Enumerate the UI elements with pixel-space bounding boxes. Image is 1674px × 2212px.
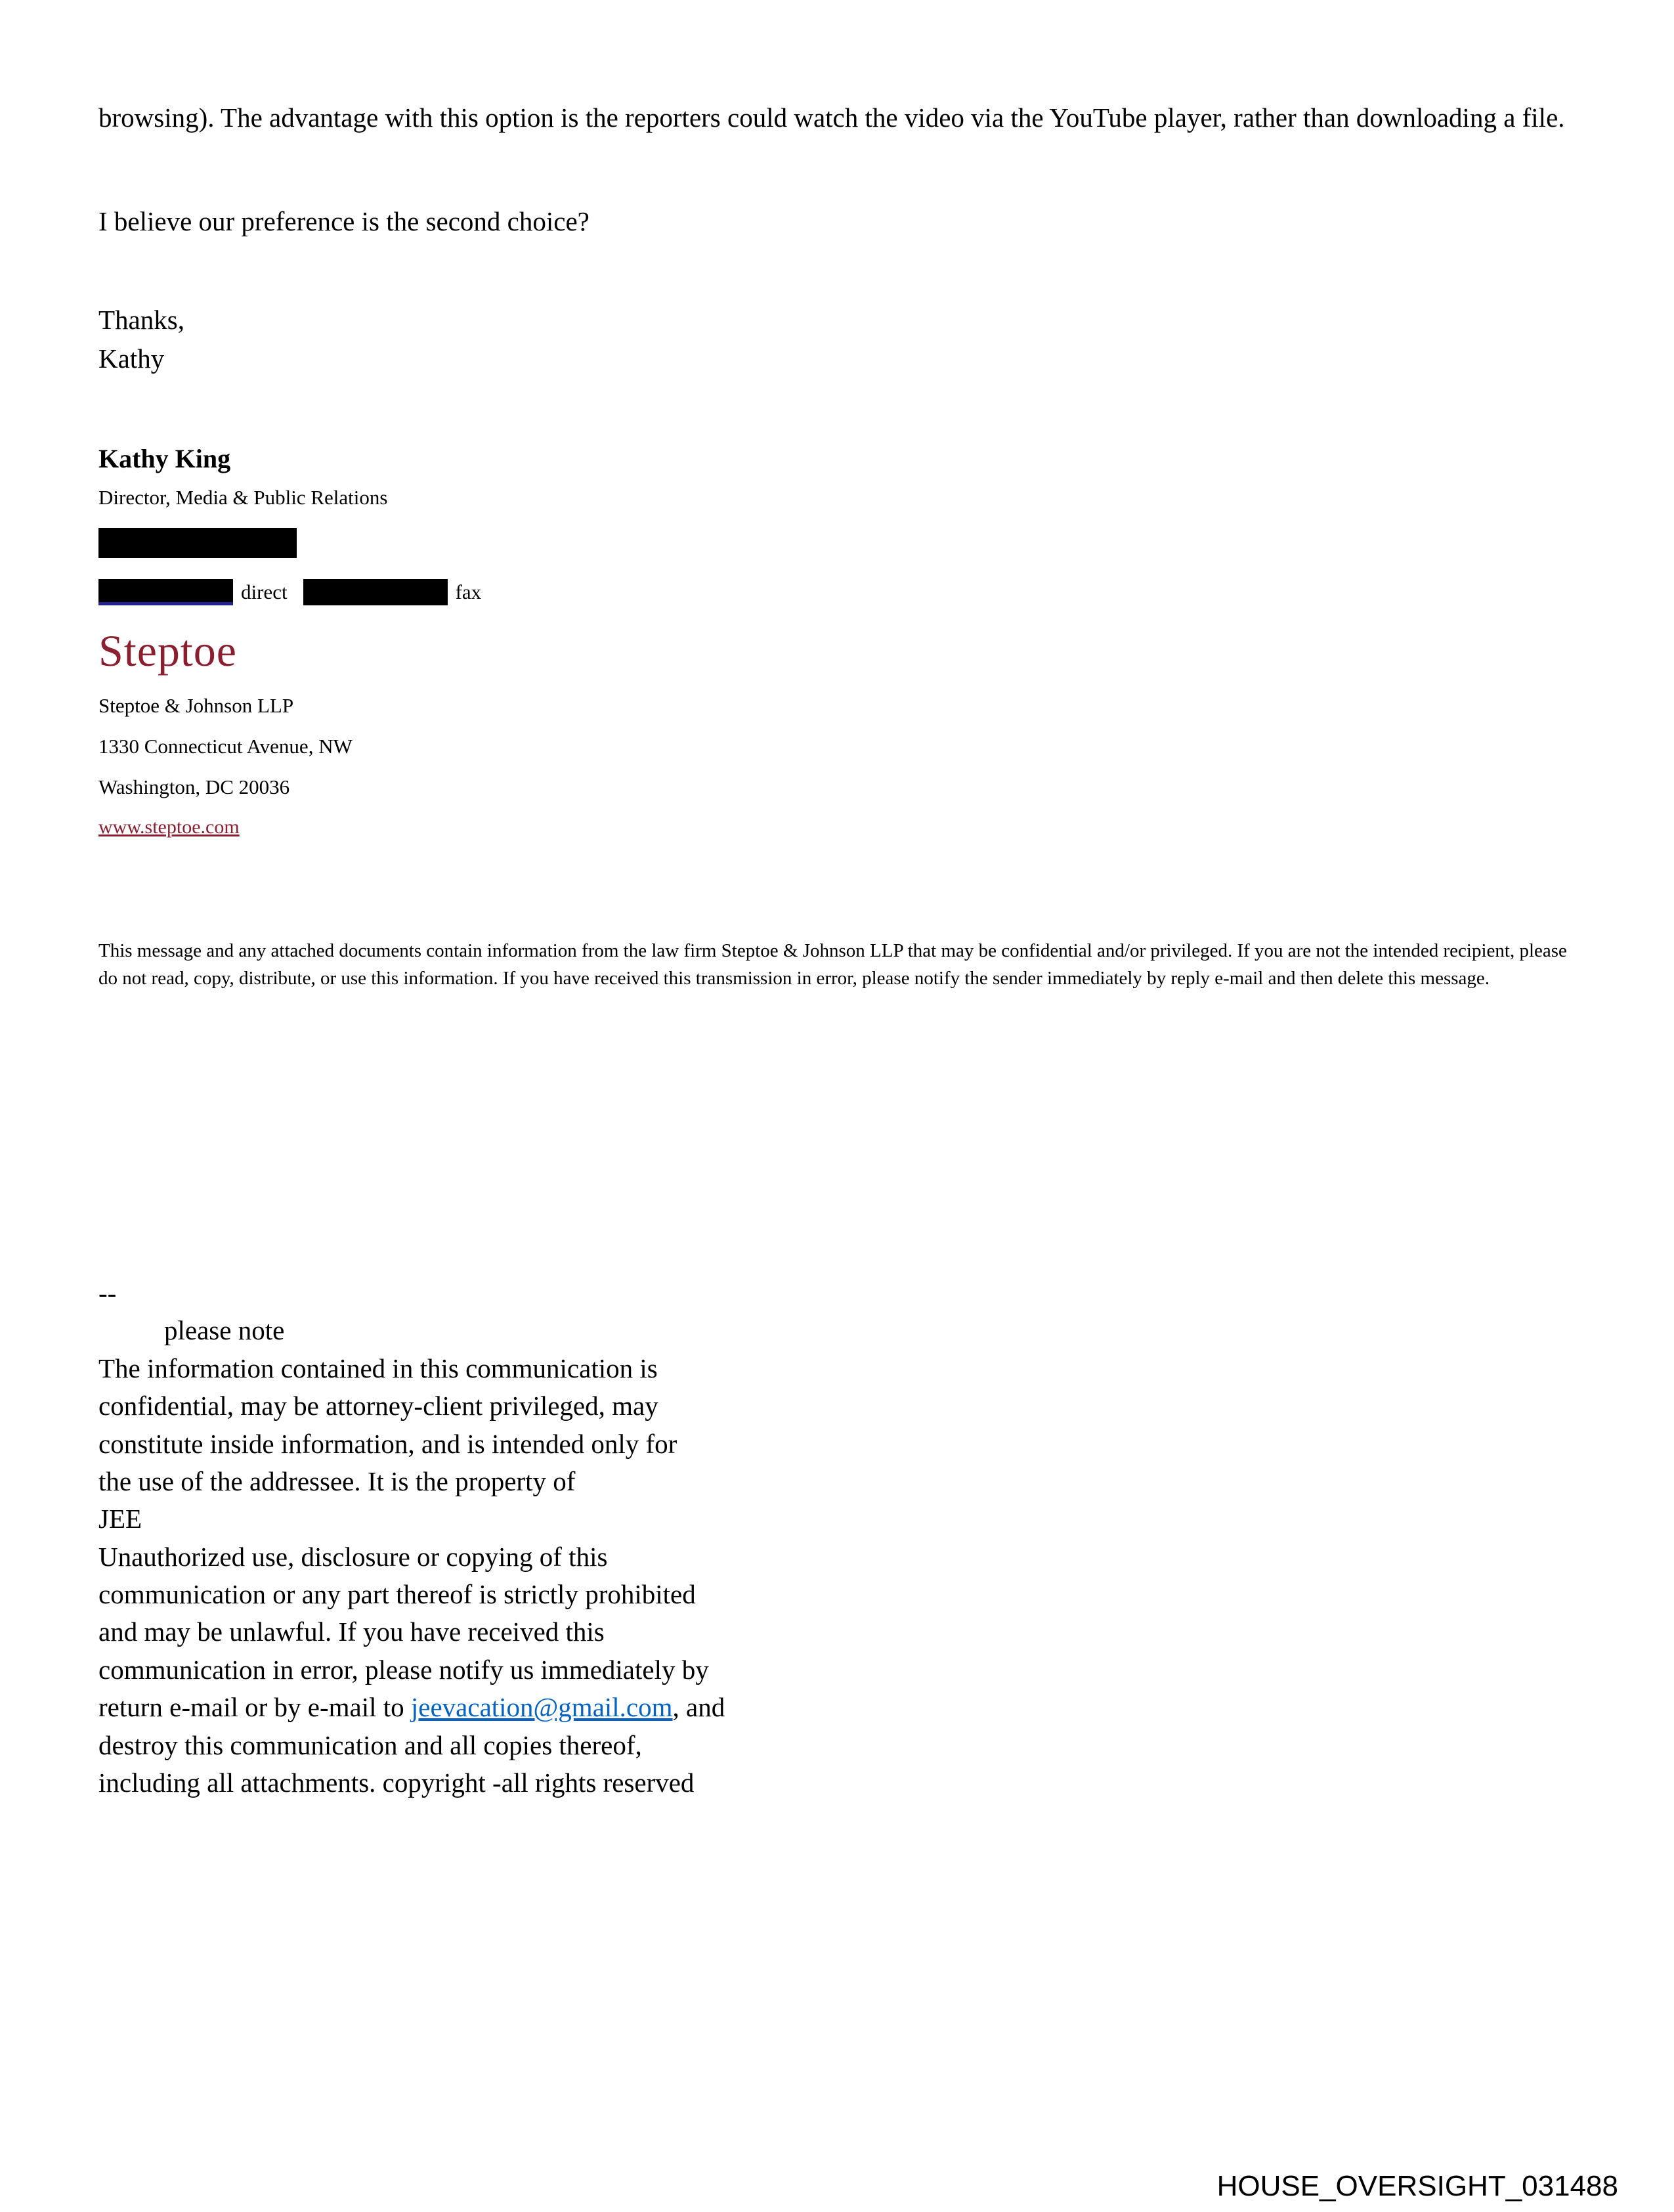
signature-separator: -- [98,1277,117,1308]
email-link[interactable]: jeevacation@gmail.com [410,1692,673,1723]
direct-label: direct [241,580,288,603]
notice-email-prefix: return e-mail or by e-mail to [98,1692,411,1723]
please-note-label: please note [164,1315,285,1346]
fax-label: fax [455,580,482,603]
address-line-2: Washington, DC 20036 [98,775,290,798]
notice-line: destroy this communication and all copies thereof, [98,1729,642,1760]
signature-title: Director, Media & Public Relations [98,485,388,509]
email-paragraph-1: browsing). The advantage with this option is the reporters could watch the video via the YouTube player, rather than downloading a file. [98,102,1565,133]
notice-line: The information contained in this communication is [98,1353,658,1383]
notice-line: and may be unlawful. If you have received this [98,1616,605,1647]
notice-email-suffix: , and [672,1692,725,1723]
signature-name: Kathy King [98,443,231,473]
confidentiality-disclaimer: This message and any attached documents contain information from the law firm Steptoe & Johnson LLP that may be confidential and/or privileged. If you are not the intended recipient, please do not read, copy, distribute, or use this information. If you have received this transmission in error, please notify the sender immediately by reply e-mail and then delete this message. [98,940,1567,989]
notice-line: including all attachments. copyright -all rights reserved [98,1767,695,1798]
notice-line: the use of the addressee. It is the property of [98,1465,576,1496]
firm-name: Steptoe & Johnson LLP [98,693,294,717]
email-signoff: Kathy [98,343,165,374]
notice-line: communication in error, please notify us immediately by [98,1654,709,1685]
notice-line: communication or any part thereof is strictly prohibited [98,1579,696,1610]
email-paragraph-2: I believe our preference is the second choice? [98,206,590,237]
redaction-bar [303,579,448,605]
notice-line: Unauthorized use, disclosure or copying of this [98,1541,608,1572]
redaction-bar [98,579,233,605]
notice-line: JEE [98,1504,142,1534]
footer-notice [98,1274,1576,1802]
signature-block [98,443,1576,838]
email-closing-block [98,301,1576,377]
steptoe-logo: Steptoe [98,625,237,676]
redaction-bar [98,528,297,558]
website-link[interactable]: www.steptoe.com [98,815,240,838]
notice-line: confidential, may be attorney-client privileged, may [98,1391,658,1421]
phone-line [98,579,1576,605]
email-closing: Thanks, [98,305,184,336]
notice-line-email [98,1689,1576,1726]
address-line-1: 1330 Connecticut Avenue, NW [98,734,353,758]
bates-stamp: HOUSE_OVERSIGHT_031488 [1216,2170,1618,2202]
notice-line: constitute inside information, and is intended only for [98,1428,677,1459]
